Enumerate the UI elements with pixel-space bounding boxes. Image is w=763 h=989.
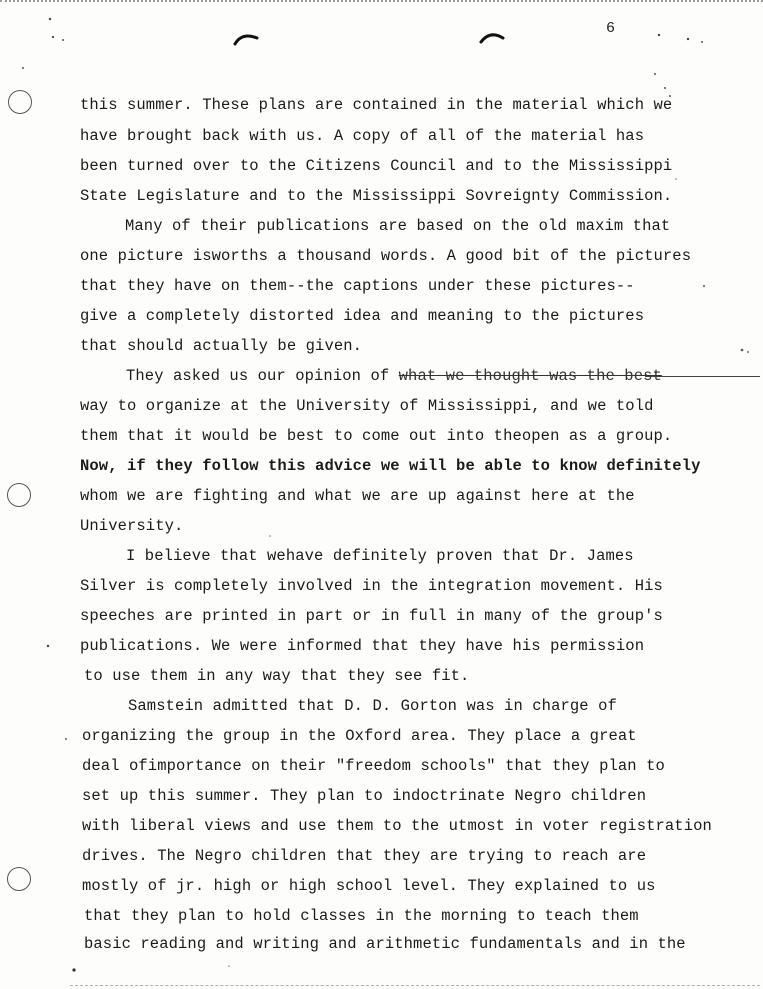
text-line-content: with liberal views and use them to the utmost in voter registration bbox=[82, 817, 712, 835]
text-line bbox=[80, 517, 183, 535]
text-line-content: organizing the group in the Oxford area. They place a great bbox=[82, 727, 637, 745]
text-line-content: set up this summer. They plan to indoctrinate Negro children bbox=[82, 787, 647, 805]
text-line-content: give a completely distorted idea and meaning to the pictures bbox=[80, 307, 645, 325]
text-line-content: They asked us our opinion of bbox=[126, 367, 399, 385]
text-line bbox=[82, 787, 646, 805]
text-line-content: one picture isworths a thousand words. A good bit of the pictures bbox=[80, 247, 692, 265]
text-line bbox=[80, 157, 672, 175]
text-line bbox=[80, 247, 691, 265]
page-number: 6 bbox=[606, 20, 616, 37]
text-line-content: whom we are fighting and what we are up against here at the bbox=[80, 487, 635, 505]
text-line bbox=[82, 847, 646, 865]
text-line bbox=[80, 457, 701, 475]
text-line-content: deal ofimportance on their "freedom schools" that they plan to bbox=[82, 757, 665, 775]
text-line bbox=[84, 935, 686, 953]
text-line-content: been turned over to the Citizens Council and to the Mississippi bbox=[80, 157, 673, 175]
text-line-content: drives. The Negro children that they are trying to reach are bbox=[82, 847, 647, 865]
text-line bbox=[82, 757, 665, 775]
text-line bbox=[80, 307, 644, 325]
text-line-content: way to organize at the University of Mississippi, and we told bbox=[80, 397, 654, 415]
text-line-content: Now, if they follow this advice we will be able to know definitely bbox=[80, 457, 701, 475]
text-line bbox=[80, 127, 644, 145]
text-line bbox=[80, 397, 654, 415]
text-line-content: Many of their publications are based on the old maxim that bbox=[125, 217, 671, 235]
text-line bbox=[80, 607, 663, 625]
text-line-content: that should actually be given. bbox=[80, 337, 363, 355]
text-line-content: have brought back with us. A copy of all of the material has bbox=[80, 127, 645, 145]
text-line bbox=[80, 577, 663, 595]
text-line-content: this summer. These plans are contained in the material which we bbox=[80, 96, 673, 114]
text-line bbox=[82, 817, 712, 835]
text-line-content: publications. We were informed that they have his permission bbox=[80, 637, 645, 655]
text-line bbox=[80, 187, 672, 205]
text-line-content: Silver is completely involved in the integration movement. His bbox=[80, 577, 663, 595]
text-line bbox=[126, 547, 634, 565]
text-line-content: that they have on them--the captions under these pictures-- bbox=[80, 277, 635, 295]
text-line-content: Samstein admitted that D. D. Gorton was in charge of bbox=[128, 697, 617, 715]
text-line-content: mostly of jr. high or high school level. They explained to us bbox=[82, 877, 656, 895]
text-line bbox=[80, 427, 672, 445]
text-line-content: to use them in any way that they see fit. bbox=[84, 667, 470, 685]
text-line bbox=[80, 96, 672, 114]
text-line bbox=[84, 907, 639, 925]
text-line-content: State Legislature and to the Mississippi Sovreignty Commission. bbox=[80, 187, 673, 205]
text-line bbox=[128, 697, 617, 715]
text-line-content: them that it would be best to come out into theopen as a group. bbox=[80, 427, 673, 445]
text-line bbox=[80, 277, 635, 295]
text-line bbox=[126, 367, 662, 385]
text-line-content: speeches are printed in part or in full in many of the group's bbox=[80, 607, 663, 625]
text-line-content: I believe that wehave definitely proven that Dr. James bbox=[126, 547, 634, 565]
text-line bbox=[82, 877, 656, 895]
text-line bbox=[82, 727, 637, 745]
text-line-content: that they plan to hold classes in the morning to teach them bbox=[84, 907, 639, 925]
struck-through-text: what we thought was the best bbox=[398, 367, 662, 385]
text-line bbox=[80, 487, 635, 505]
text-line-content: basic reading and writing and arithmetic fundamentals and in the bbox=[84, 935, 686, 953]
text-line-content: University. bbox=[80, 517, 184, 535]
strikethrough-extension bbox=[645, 376, 760, 377]
text-line bbox=[80, 637, 644, 655]
text-line bbox=[84, 667, 469, 685]
text-line bbox=[80, 337, 362, 355]
text-line bbox=[125, 217, 670, 235]
